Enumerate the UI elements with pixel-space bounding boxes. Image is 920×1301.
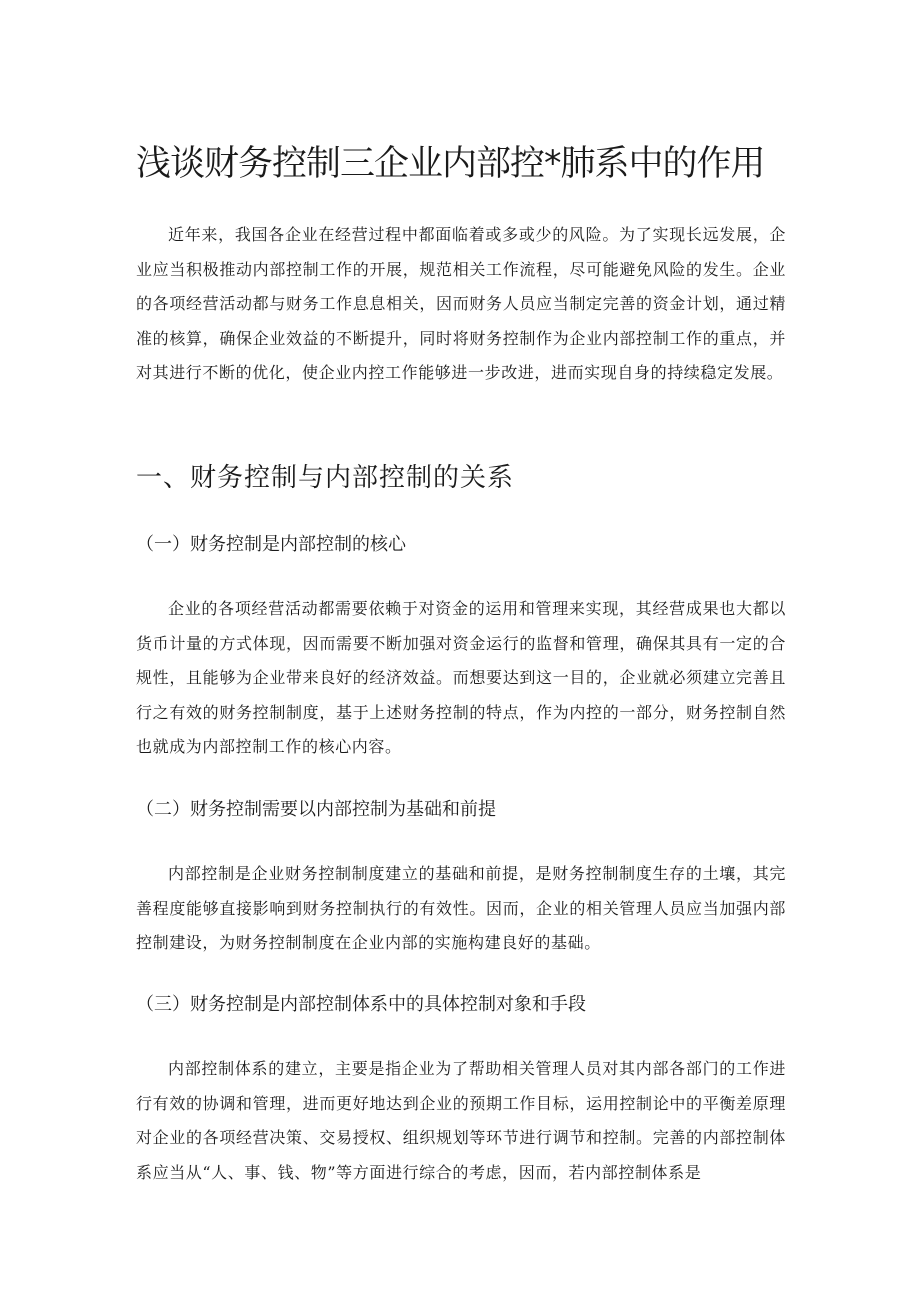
- subsection-paragraph-3: 内部控制体系的建立，主要是指企业为了帮助相关管理人员对其内部各部门的工作进行有效的协调和管理，进而更好地达到企业的预期工作目标，运用控制论中的平衡差原理对企业的各项经营决策、交易授权、组织规划等环节进行调节和控制。完善的内部控制体系应当从“人、事、钱、物”等方面进行综合的考虑，因而，若内部控制体系是: [136, 1059, 786, 1182]
- document-title: 浅谈财务控制三企业内部控*肺系中的作用: [136, 144, 765, 184]
- section-heading: 一、财务控制与内部控制的关系: [136, 463, 515, 493]
- intro-paragraph: 近年来，我国各企业在经营过程中都面临着或多或少的风险。为了实现长远发展，企业应当积极推动内部控制工作的开展，规范相关工作流程，尽可能避免风险的发生。企业的各项经营活动都与财务工作息息相关，因而财务人员应当制定完善的资金计划，通过精准的核算，确保企业效益的不断提升，同时将财务控制作为企业内部控制工作的重点，并对其进行不断的优化，使企业内控工作能够进一步改进，进而实现自身的持续稳定发展。: [136, 225, 786, 382]
- subsection-paragraph-1: 企业的各项经营活动都需要依赖于对资金的运用和管理来实现，其经营成果也大都以货币计量的方式体现，因而需要不断加强对资金运行的监督和管理，确保其具有一定的合规性，且能够为企业带来良好的经济效益。而想要达到这一目的，企业就必须建立完善且行之有效的财务控制制度，基于上述财务控制的特点，作为内控的一部分，财务控制自然也就成为内部控制工作的核心内容。: [136, 599, 786, 756]
- subsection-heading-2: （二）财务控制需要以内部控制为基础和前提: [136, 799, 496, 820]
- subsection-heading-3: （三）财务控制是内部控制体系中的具体控制对象和手段: [136, 994, 586, 1015]
- subsection-paragraph-2: 内部控制是企业财务控制制度建立的基础和前提，是财务控制制度生存的土壤，其完善程度能够直接影响到财务控制执行的有效性。因而，企业的相关管理人员应当加强内部控制建设，为财务控制制度在企业内部的实施构建良好的基础。: [136, 864, 786, 952]
- subsection-heading-1: （一）财务控制是内部控制的核心: [136, 534, 406, 555]
